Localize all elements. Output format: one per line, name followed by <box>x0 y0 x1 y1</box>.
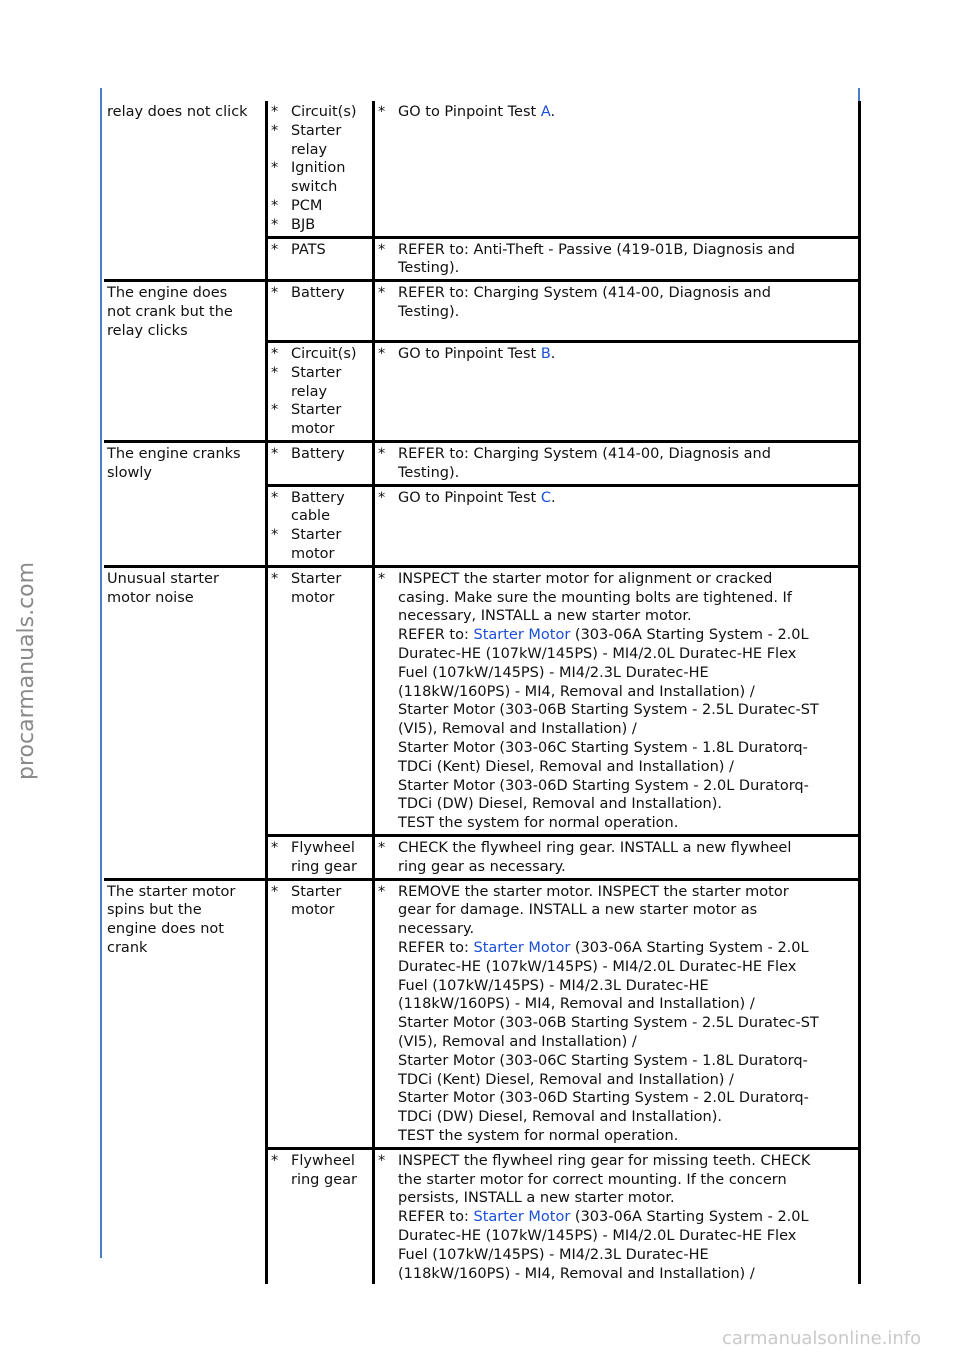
action-text: (118kW/160PS) - MI4, Removal and Installation) / <box>398 996 755 1013</box>
symptom-text: relay does not click <box>107 104 248 120</box>
table-row <box>104 835 860 879</box>
possible-source-item <box>271 241 370 260</box>
action-item <box>378 489 856 508</box>
symptom-text: The engine does <box>107 285 228 302</box>
action-text: REFER to: Starter Motor (303-06A Starting System - 2.0L <box>398 939 809 956</box>
symptom-chart-body <box>104 101 860 1284</box>
action-text: TEST the system for normal operation. <box>398 815 679 832</box>
reference-link[interactable]: Starter Motor <box>473 1209 571 1226</box>
action-item <box>378 345 856 364</box>
possible-source-text: Flywheel <box>291 1152 355 1169</box>
action-text: Testing). <box>398 303 460 320</box>
possible-source-text: Starter <box>291 402 342 419</box>
action-text: Fuel (107kW/145PS) - MI4/2.3L Duratec-HE <box>398 1246 709 1263</box>
possible-source-item <box>271 1152 370 1190</box>
bullet-star: * <box>378 241 386 258</box>
possible-source-text: Starter <box>291 883 342 900</box>
possible-source-text: motor <box>291 546 335 563</box>
action-text: Fuel (107kW/145PS) - MI4/2.3L Duratec-HE <box>398 664 709 681</box>
action-cell <box>374 342 860 442</box>
bullet-star: * <box>378 446 386 463</box>
action-text: CHECK the flywheel ring gear. INSTALL a new flywheel <box>398 839 792 856</box>
left-margin-rule <box>100 88 102 1258</box>
possible-source-text: motor <box>291 589 335 606</box>
bullet-star: * <box>271 346 279 363</box>
bullet-star: * <box>378 570 386 587</box>
table-row <box>104 281 860 342</box>
possible-source-text: Starter <box>291 122 342 139</box>
action-text: (118kW/160PS) - MI4, Removal and Installation) / <box>398 683 755 700</box>
bullet-star: * <box>271 285 279 302</box>
possible-source-text: PATS <box>291 241 326 258</box>
symptom-cell <box>104 835 267 879</box>
reference-link[interactable]: Starter Motor <box>473 939 571 956</box>
bullet-star: * <box>271 446 279 463</box>
action-text: ring gear as necessary. <box>398 858 566 875</box>
action-text: Testing). <box>398 464 460 481</box>
possible-source-text: Battery <box>291 285 345 302</box>
possible-source-cell <box>267 485 374 566</box>
possible-source-text: Starter <box>291 364 342 381</box>
bottom-watermark: carmanualsonline.info <box>722 1328 922 1349</box>
possible-source-item <box>271 284 370 303</box>
symptom-text: The starter motor <box>107 883 236 900</box>
bullet-star: * <box>271 216 279 233</box>
table-row <box>104 442 860 486</box>
bullet-star: * <box>271 197 279 214</box>
possible-source-text: motor <box>291 421 335 438</box>
action-text: necessary. <box>398 921 475 938</box>
possible-source-item <box>271 839 370 877</box>
possible-source-item <box>271 526 370 564</box>
bullet-star: * <box>378 346 386 363</box>
table-row <box>104 342 860 442</box>
possible-source-cell <box>267 1148 374 1284</box>
possible-source-item <box>271 401 370 439</box>
symptom-cell <box>104 485 267 566</box>
possible-source-text: Circuit(s) <box>291 346 357 363</box>
action-text: casing. Make sure the mounting bolts are tightened. If <box>398 589 792 606</box>
bullet-star: * <box>271 489 279 506</box>
symptom-text: relay clicks <box>107 322 188 339</box>
possible-source-item <box>271 489 370 527</box>
symptom-text: Unusual starter <box>107 570 219 587</box>
bullet-star: * <box>378 1152 386 1169</box>
action-text: persists, INSTALL a new starter motor. <box>398 1190 675 1207</box>
table-row <box>104 879 860 1148</box>
bullet-star: * <box>271 883 279 900</box>
possible-source-text: switch <box>291 179 338 196</box>
possible-source-cell <box>267 566 374 835</box>
bullet-star: * <box>271 364 279 381</box>
action-text: (118kW/160PS) - MI4, Removal and Installation) / <box>398 1265 755 1282</box>
possible-source-item <box>271 103 370 122</box>
action-text: REFER to: Charging System (414-00, Diagnosis and <box>398 446 771 463</box>
action-text: Duratec-HE (107kW/145PS) - MI4/2.0L Duratec-HE Flex <box>398 1227 797 1244</box>
symptom-cell <box>104 342 267 442</box>
action-text: Starter Motor (303-06C Starting System - 1.8L Duratorq- <box>398 1052 808 1069</box>
symptom-chart-table <box>104 101 861 1284</box>
possible-source-item <box>271 216 370 235</box>
action-text: Duratec-HE (107kW/145PS) - MI4/2.0L Duratec-HE Flex <box>398 646 797 663</box>
bullet-star: * <box>271 160 279 177</box>
possible-source-text: cable <box>291 508 331 525</box>
action-text: necessary, INSTALL a new starter motor. <box>398 608 692 625</box>
action-text: TDCi (Kent) Diesel, Removal and Installation) / <box>398 758 734 775</box>
action-item <box>378 1152 856 1284</box>
side-watermark: procarmanuals.com <box>14 561 39 780</box>
bullet-star: * <box>271 104 279 120</box>
action-item <box>378 445 856 483</box>
possible-source-item <box>271 197 370 216</box>
action-cell <box>374 1148 860 1284</box>
symptom-text: motor noise <box>107 589 194 606</box>
action-cell <box>374 566 860 835</box>
action-text: TDCi (Kent) Diesel, Removal and Installation) / <box>398 1071 734 1088</box>
possible-source-text: relay <box>291 383 328 400</box>
action-text: REFER to: Charging System (414-00, Diagnosis and <box>398 285 771 302</box>
action-text: Fuel (107kW/145PS) - MI4/2.3L Duratec-HE <box>398 977 709 994</box>
action-text: (VI5), Removal and Installation) / <box>398 721 637 738</box>
symptom-cell <box>104 442 267 486</box>
reference-link[interactable]: C <box>540 489 551 506</box>
possible-source-text: Starter <box>291 527 342 544</box>
possible-source-cell <box>267 879 374 1148</box>
action-text: GO to Pinpoint Test B. <box>398 346 556 363</box>
possible-source-text: BJB <box>291 216 316 233</box>
possible-source-cell <box>267 281 374 342</box>
possible-source-text: Battery <box>291 446 345 463</box>
possible-source-item <box>271 122 370 160</box>
action-text: REMOVE the starter motor. INSPECT the starter motor <box>398 883 789 900</box>
symptom-cell <box>104 237 267 281</box>
bullet-star: * <box>378 489 386 506</box>
bullet-star: * <box>378 285 386 302</box>
action-cell <box>374 485 860 566</box>
action-text: TDCi (DW) Diesel, Removal and Installation). <box>398 796 722 813</box>
action-item <box>378 284 856 322</box>
symptom-text: The engine cranks <box>107 446 241 463</box>
action-cell <box>374 835 860 879</box>
action-text: gear for damage. INSTALL a new starter motor as <box>398 902 758 919</box>
bullet-star: * <box>271 402 279 419</box>
action-text: TEST the system for normal operation. <box>398 1127 679 1144</box>
action-text: (VI5), Removal and Installation) / <box>398 1033 637 1050</box>
action-text: Duratec-HE (107kW/145PS) - MI4/2.0L Duratec-HE Flex <box>398 958 797 975</box>
bullet-star: * <box>378 104 386 120</box>
possible-source-text: Circuit(s) <box>291 104 357 120</box>
possible-source-text: PCM <box>291 197 323 214</box>
action-cell <box>374 281 860 342</box>
reference-link[interactable]: A <box>540 104 551 120</box>
possible-source-text: motor <box>291 902 335 919</box>
table-row <box>104 566 860 835</box>
possible-source-cell <box>267 237 374 281</box>
possible-source-cell <box>267 101 374 237</box>
table-row <box>104 237 860 281</box>
symptom-text: engine does not <box>107 921 224 938</box>
action-item <box>378 103 856 122</box>
possible-source-item <box>271 159 370 197</box>
action-text: GO to Pinpoint Test A. <box>398 104 556 120</box>
action-text: REFER to: Starter Motor (303-06A Starting System - 2.0L <box>398 1209 809 1226</box>
bullet-star: * <box>271 241 279 258</box>
possible-source-item <box>271 364 370 402</box>
action-item <box>378 241 856 279</box>
possible-source-item <box>271 345 370 364</box>
possible-source-item <box>271 883 370 921</box>
symptom-cell <box>104 281 267 342</box>
bullet-star: * <box>271 527 279 544</box>
action-text: Starter Motor (303-06D Starting System - 2.0L Duratorq- <box>398 777 809 794</box>
possible-source-text: ring gear <box>291 858 357 875</box>
possible-source-cell <box>267 835 374 879</box>
symptom-text: crank <box>107 939 148 956</box>
bullet-star: * <box>271 570 279 587</box>
possible-source-item <box>271 570 370 608</box>
possible-source-text: ring gear <box>291 1171 357 1188</box>
action-text: TDCi (DW) Diesel, Removal and Installation). <box>398 1109 722 1126</box>
symptom-text: slowly <box>107 464 152 481</box>
symptom-cell <box>104 879 267 1148</box>
possible-source-cell <box>267 342 374 442</box>
action-text: Starter Motor (303-06D Starting System - 2.0L Duratorq- <box>398 1090 809 1107</box>
possible-source-text: Flywheel <box>291 839 355 856</box>
action-item <box>378 839 856 877</box>
symptom-cell <box>104 101 267 237</box>
action-item <box>378 570 856 833</box>
possible-source-text: Battery <box>291 489 345 506</box>
action-text: REFER to: Anti-Theft - Passive (419-01B, Diagnosis and <box>398 241 795 258</box>
possible-source-item <box>271 445 370 464</box>
action-item <box>378 883 856 1146</box>
symptom-cell <box>104 566 267 835</box>
action-text: INSPECT the flywheel ring gear for missing teeth. CHECK <box>398 1152 811 1169</box>
reference-link[interactable]: B <box>540 346 551 363</box>
action-text: Testing). <box>398 260 460 277</box>
possible-source-text: relay <box>291 141 328 158</box>
symptom-text: not crank but the <box>107 303 233 320</box>
symptom-text: spins but the <box>107 902 202 919</box>
action-text: REFER to: Starter Motor (303-06A Starting System - 2.0L <box>398 627 809 644</box>
table-row <box>104 101 860 237</box>
action-cell <box>374 237 860 281</box>
bullet-star: * <box>271 1152 279 1169</box>
bullet-star: * <box>378 839 386 856</box>
table-row <box>104 485 860 566</box>
action-text: the starter motor for correct mounting. If the concern <box>398 1171 787 1188</box>
action-cell <box>374 101 860 237</box>
bullet-star: * <box>378 883 386 900</box>
possible-source-text: Starter <box>291 570 342 587</box>
action-cell <box>374 442 860 486</box>
reference-link[interactable]: Starter Motor <box>473 627 571 644</box>
possible-source-cell <box>267 442 374 486</box>
action-text: GO to Pinpoint Test C. <box>398 489 556 506</box>
action-text: Starter Motor (303-06B Starting System - 2.5L Duratec-ST <box>398 702 819 719</box>
table-row <box>104 1148 860 1284</box>
bullet-star: * <box>271 122 279 139</box>
action-text: Starter Motor (303-06C Starting System - 1.8L Duratorq- <box>398 740 808 756</box>
possible-source-text: Ignition <box>291 160 346 177</box>
action-text: INSPECT the starter motor for alignment or cracked <box>398 570 773 587</box>
action-cell <box>374 879 860 1148</box>
action-text: Starter Motor (303-06B Starting System - 2.5L Duratec-ST <box>398 1015 819 1032</box>
bullet-star: * <box>271 839 279 856</box>
symptom-cell <box>104 1148 267 1284</box>
